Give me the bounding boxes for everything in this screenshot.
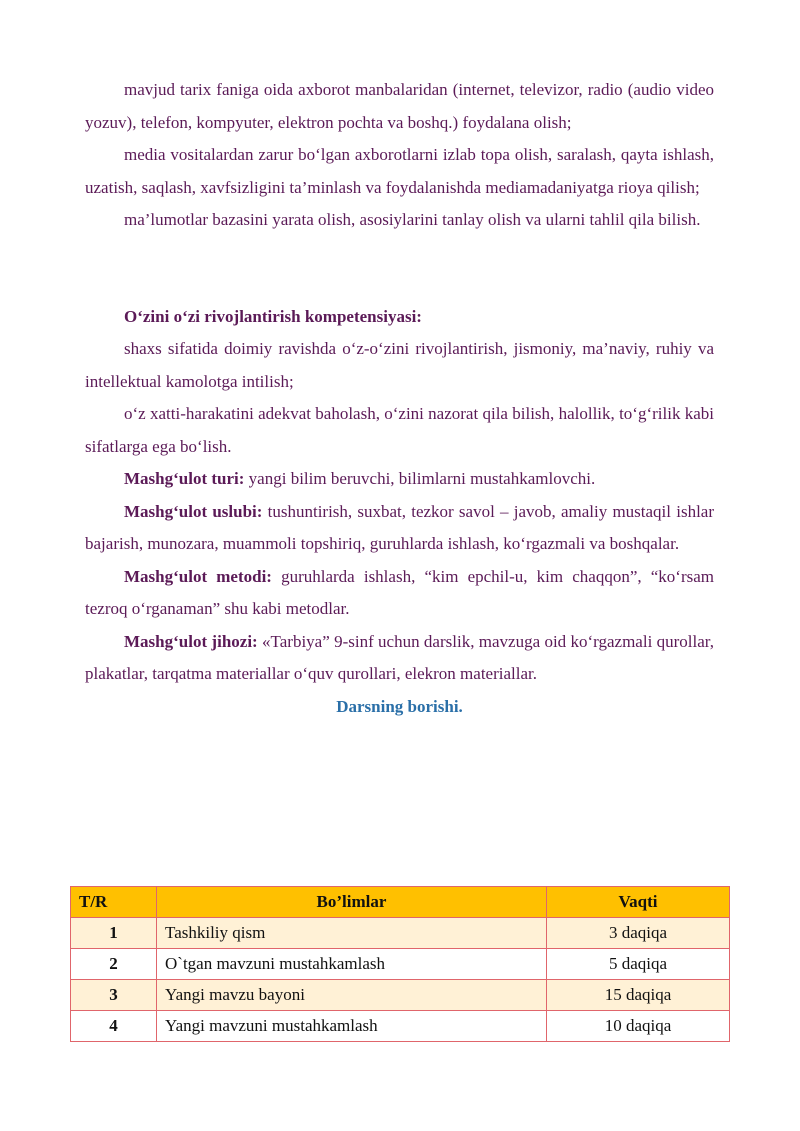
row-time: 3 daqiqa — [547, 918, 730, 949]
paragraph-media-sources: mavjud tarix faniga oida axborot manbalaridan (internet, televizor, radio (audio video yozuv), telefon, kompyuter, elektron pochta va boshq.) foydalana olish; — [85, 80, 714, 132]
paragraph-lesson-type — [85, 463, 714, 496]
row-number: 3 — [71, 980, 157, 1011]
document-body — [85, 74, 714, 723]
row-section: Yangi mavzuni mustahkamlash — [157, 1011, 547, 1042]
header-number: T/R — [71, 887, 157, 918]
table-row — [71, 1011, 730, 1042]
paragraph-lesson-method — [85, 561, 714, 626]
header-time: Vaqti — [547, 887, 730, 918]
row-section: Yangi mavzu bayoni — [157, 980, 547, 1011]
row-time: 10 daqiqa — [547, 1011, 730, 1042]
lesson-plan-table — [70, 886, 730, 1042]
table-row — [71, 980, 730, 1011]
lesson-equipment-label: Mashg‘ulot jihozi: — [124, 631, 258, 651]
row-number: 1 — [71, 918, 157, 949]
row-section: Tashkiliy qism — [157, 918, 547, 949]
row-time: 15 daqiqa — [547, 980, 730, 1011]
table-row — [71, 949, 730, 980]
lesson-style-label: Mashg‘ulot uslubi: — [124, 501, 263, 521]
paragraph-database: ma’lumotlar bazasini yarata olish, asosiylarini tanlay olish va ularni tahlil qila bilish. — [124, 210, 701, 229]
section-heading-self-development: O‘zini o‘zi rivojlantirish kompetensiyasi: — [124, 306, 422, 326]
lesson-type-label: Mashg‘ulot turi: — [124, 469, 245, 488]
paragraph-lesson-equipment — [85, 626, 714, 691]
lesson-plan-title: Darsning borishi. — [336, 696, 463, 716]
lesson-method-text: guruhlarda ishlash, “kim epchil-u, kim chaqqon”, “ko‘rsam tezroq o‘rganaman” shu kabi metodlar. — [85, 566, 714, 618]
row-time: 5 daqiqa — [547, 949, 730, 980]
lesson-style-text: tushuntirish, suxbat, tezkor savol – javob, amaliy mustaqil ishlar bajarish, munozara, muammoli topshiriq, guruhlarda ishlash, ko‘rgazmali va boshqalar. — [85, 501, 714, 553]
paragraph-self-development: shaxs sifatida doimiy ravishda o‘z-o‘zini rivojlantirish, jismoniy, ma’naviy, ruhiy va intellektual kamolotga intilish; — [85, 339, 714, 391]
table-row — [71, 918, 730, 949]
table-header-row — [71, 887, 730, 918]
lesson-equipment-text: «Tarbiya” 9-sinf uchun darslik, mavzuga oid ko‘rgazmali qurollar, plakatlar, tarqatma materiallar o‘quv qurollari, elekron materiallar. — [85, 631, 715, 683]
row-number: 2 — [71, 949, 157, 980]
lesson-method-label: Mashg‘ulot metodi: — [124, 566, 272, 586]
row-section: O`tgan mavzuni mustahkamlash — [157, 949, 547, 980]
row-number: 4 — [71, 1011, 157, 1042]
lesson-type-text: yangi bilim beruvchi, bilimlarni mustahkamlovchi. — [244, 469, 596, 488]
paragraph-self-assessment: o‘z xatti-harakatini adekvat baholash, o‘zini nazorat qila bilish, halollik, to‘g‘rilik kabi sifatlarga ega bo‘lish. — [85, 404, 714, 456]
paragraph-media-search: media vositalardan zarur bo‘lgan axborotlarni izlab topa olish, saralash, qayta ishlash, uzatish, saqlash, xavfsizligini ta’minlash va foydalanishda mediamadaniyatga rioya qilish; — [85, 145, 714, 197]
spacer — [85, 237, 714, 301]
header-section: Bo’limlar — [157, 887, 547, 918]
paragraph-lesson-style — [85, 496, 714, 561]
